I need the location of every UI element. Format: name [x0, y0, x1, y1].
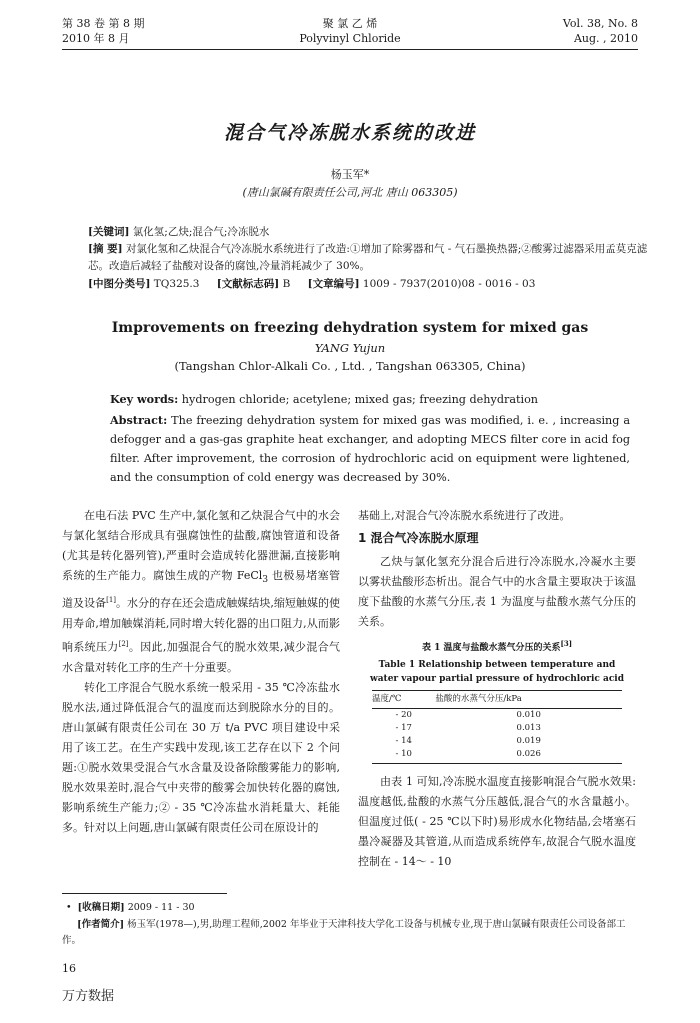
table-cell: 0.026 [435, 748, 622, 764]
article-id-value: 1009 - 7937(2010)08 - 0016 - 03 [362, 278, 536, 290]
affiliation-cn: (唐山氯碱有限责任公司,河北 唐山 063305) [242, 186, 458, 199]
author-en: YANG Yujun [314, 341, 386, 355]
table-row [372, 709, 622, 723]
table-row [372, 735, 622, 748]
table-cell: 0.019 [516, 736, 541, 746]
volume-issue-cn: 第 38 卷 第 8 期 [62, 17, 145, 30]
received-tag: [收稿日期] [77, 902, 125, 913]
body-paragraph [62, 506, 340, 678]
body-right-column [358, 506, 636, 872]
body-paragraph: 转化工序混合气脱水系统一般采用 - 35 ℃冷冻盐水脱水法,通过降低混合气的温度而达到脱除水分的目的。唐山氯碱有限责任公司在 30 万 t/a PVC 项目建设中采用了该工艺。在生产实践中发现,该工艺存在以下 2 个问题:①脱水效果受混合气水含量及设备除酸雾能力的影响,脱水效果差时,混合气中夹带的酸雾会加快转化器的腐蚀,影响系统生产能力;② - 35 ℃冷冻盐水消耗量大、耗能多。针对以上问题,唐山氯碱有限责任公司在原设计的 [62, 680, 340, 834]
journal-name-cn: 聚 氯 乙 烯 [322, 17, 378, 30]
table-caption-en-line1: Table 1 Relationship between temperature and [378, 660, 616, 670]
table-cell: 0.010 [516, 710, 541, 720]
journal-volume-issue-en [563, 16, 638, 46]
table-caption-cn [358, 634, 636, 658]
date-en: Aug. , 2010 [573, 32, 638, 45]
text-run: 也极易堵塞管道及设备 [62, 569, 340, 610]
footnote-divider [62, 893, 227, 894]
table-cell: 0.013 [516, 723, 541, 733]
text-run: 。因此,加强混合气的脱水效果,减少混合气水含量对转化工序的生产十分重要。 [62, 640, 341, 674]
affiliation-en: (Tangshan Chlor-Alkali Co. , Ltd. , Tangshan 063305, China) [174, 359, 526, 373]
keywords-en-text: hydrogen chloride; acetylene; mixed gas; freezing dehydration [181, 393, 539, 406]
date-cn: 2010 年 8 月 [62, 32, 130, 45]
abstract-cn [88, 241, 648, 275]
abstract-en [110, 411, 630, 487]
table-header-row [372, 691, 622, 709]
body-left-column [62, 506, 340, 838]
keywords-en-tag: Key words: [110, 392, 179, 406]
table-caption-cn-text: 表 1 温度与盐酸水蒸气分压的关系 [421, 643, 561, 653]
journal-name-en: Polyvinyl Chloride [299, 32, 401, 45]
table-cell: - 20 [395, 710, 412, 720]
doc-code-tag: [文献标志码] [216, 278, 280, 290]
table-header-cell: 温度/℃ [372, 691, 435, 709]
footnote-author-bio [62, 917, 638, 949]
citation-ref: [2] [118, 639, 129, 648]
abstract-en-text: The freezing dehydration system for mixed gas was modified, i. e. , increasing a defogger and a gas-gas graphite heat exchanger, and adopting MECS filter core in acid fog filter. After improvement, the corrosion of hydrochloric acid on equipment were lightened, and the consumption of cold energy was decreased by 30%. [110, 414, 630, 484]
cls-tag: [中图分类号] [88, 278, 151, 290]
article-title-en: Improvements on freezing dehydration system for mixed gas [111, 320, 589, 336]
data-table [372, 690, 622, 764]
keywords-cn-text: 氯化氢;乙炔;混合气;冷冻脱水 [132, 226, 270, 238]
body-paragraph: 基础上,对混合气冷冻脱水系统进行了改进。 [358, 509, 571, 522]
citation-ref: [1] [106, 596, 117, 605]
body-paragraph: 乙炔与氯化氢充分混合后进行冷冻脱水,冷凝水主要以雾状盐酸形态析出。混合气中的水含量主要取决于该温度下盐酸的水蒸气分压,表 1 为温度与盐酸水蒸气分压的关系。 [358, 555, 636, 628]
text-run: 在电石法 PVC 生产中,氯化氢和乙炔混合气中的水会与氯化氢结合形成具有强腐蚀性的盐酸,腐蚀管道和设备(尤其是转化器列管),严重时会造成转化器泄漏,直接影响系统的生产能力。腐蚀生成的产物 FeCl [62, 509, 340, 582]
text-run: 。水分的存在还会造成触媒结块,缩短触媒的使用寿命,增加触媒消耗,同时增大转化器的出口阻力,从而影响系统压力 [62, 596, 340, 654]
body-paragraph: 由表 1 可知,冷冻脱水温度直接影响混合气脱水效果:温度越低,盐酸的水蒸气分压越低,混合气的水含量越小。但温度过低( - 25 ℃以下时)易形成水化物结晶,会堵塞石墨冷凝器及其管道,从而造成系统停车,故混合气脱水温度控制在 - 14～ - 10 [358, 775, 636, 868]
abstract-cn-tag: [摘 要] [88, 243, 123, 255]
header-divider [62, 49, 638, 50]
article-title-cn: 混合气冷冻脱水系统的改进 [223, 122, 476, 144]
keywords-en [110, 390, 630, 409]
table-cell: - 10 [372, 748, 435, 764]
citation-ref: [3] [560, 639, 573, 648]
table-header-cell: 盐酸的水蒸气分压/kPa [435, 691, 622, 709]
watermark: 万方数据 [62, 989, 115, 1004]
cls-value: TQ325.3 [153, 278, 200, 290]
keywords-cn-tag: [关键词] [88, 226, 130, 238]
table-caption-en-line2: water vapour partial pressure of hydrochloric acid [369, 674, 625, 684]
abstract-cn-text: 对氯化氢和乙炔混合气冷冻脱水系统进行了改造:①增加了除雾器和气 - 气石墨换热器;②酸雾过滤器采用孟莫克滤芯。改造后减轻了盐酸对设备的腐蚀,冷量消耗减少了 30%。 [88, 243, 648, 272]
author-bio-text: 杨玉军(1978—),男,助理工程师,2002 年毕业于天津科技大学化工设备与机械专业,现于唐山氯碱有限责任公司设备部工作。 [62, 919, 626, 946]
abstract-en-tag: Abstract: [110, 413, 168, 427]
section-heading: 1 混合气冷冻脱水原理 [358, 531, 479, 545]
volume-issue-en: Vol. 38, No. 8 [562, 17, 638, 30]
table-cell: - 14 [395, 736, 412, 746]
subscript: 3 [262, 574, 269, 586]
classification-line [88, 276, 648, 293]
article-id-tag: [文章编号] [307, 278, 360, 290]
doc-code-value: B [282, 278, 291, 290]
keywords-cn [88, 224, 648, 241]
table-cell: - 17 [395, 723, 412, 733]
table-row [372, 722, 622, 735]
received-value: 2009 - 11 - 30 [127, 902, 195, 913]
footnote-received-date [66, 900, 642, 916]
page-number: 16 [62, 962, 76, 975]
table-row [372, 748, 622, 764]
author-bio-tag: [作者简介] [77, 919, 125, 930]
bullet: • [66, 902, 72, 913]
author-cn: 杨玉军* [330, 168, 370, 181]
